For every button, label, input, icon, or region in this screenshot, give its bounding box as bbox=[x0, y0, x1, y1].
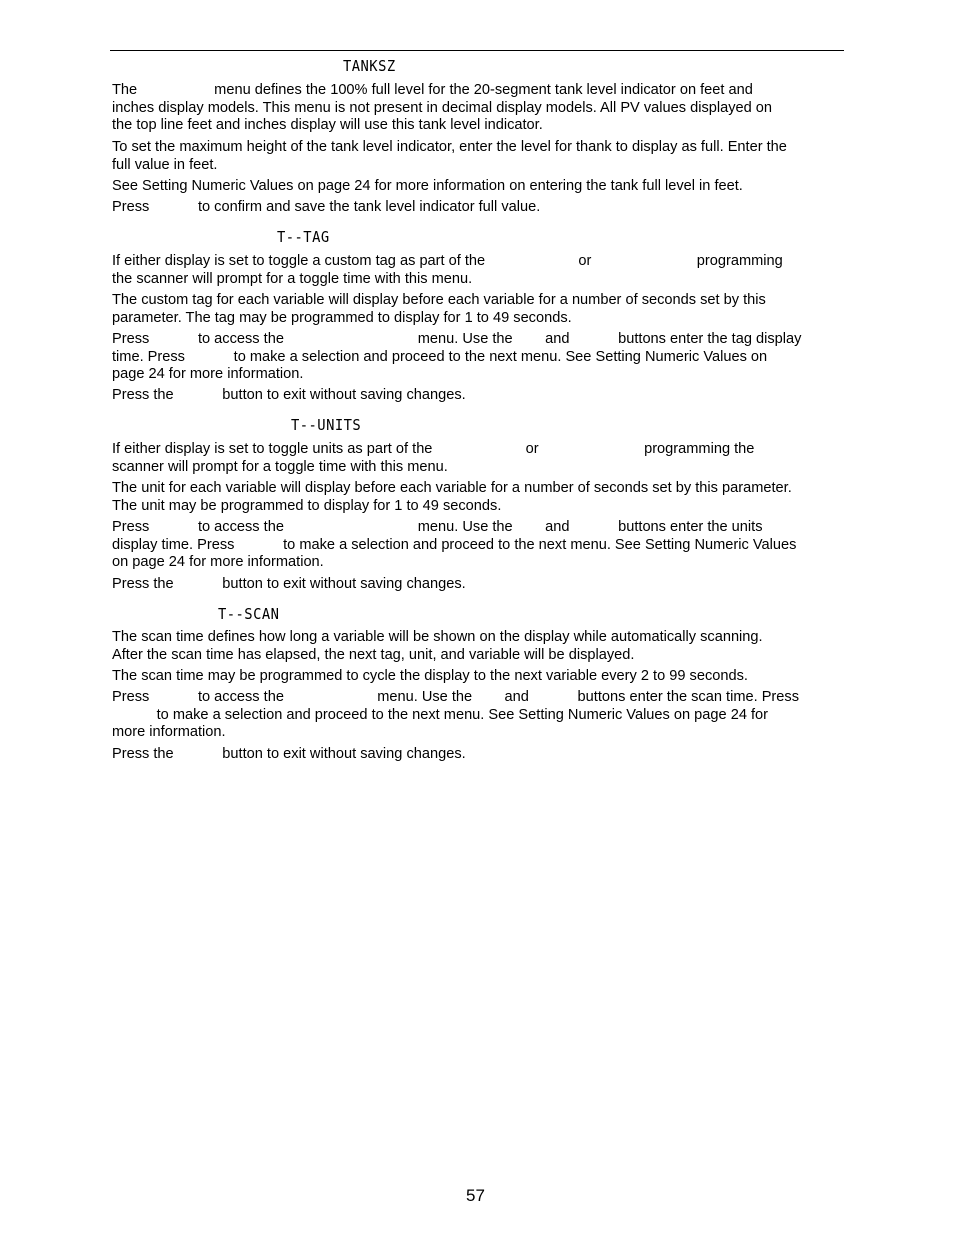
paragraph: The scan time defines how long a variable will be shown on the display while automatically scanning. After the scan time has elapsed, the next tag, unit, and variable will be displayed. bbox=[112, 629, 763, 663]
page-number: 57 bbox=[466, 1186, 485, 1205]
paragraph: The custom tag for each variable will display before each variable for a number of seconds set by this parameter. The tag may be programmed to display for 1 to 49 seconds. bbox=[112, 292, 766, 326]
menu-code-t-units: T--UNITS bbox=[291, 416, 362, 434]
paragraph: If either display is set to toggle units as part of the or programming the scanner will prompt for a toggle time with this menu. bbox=[112, 441, 755, 475]
paragraph: The menu defines the 100% full level for the 20-segment tank level indicator on feet and inches display models. This menu is not present in decimal display models. All PV values displayed on the top line feet and inches display will use this tank level indicator. bbox=[112, 82, 773, 134]
paragraph: Press to access the menu. Use the and buttons enter the units display time. Press to make a selection and proceed to the next menu. See Setting Numeric Values on page 24 for more information. bbox=[112, 519, 797, 571]
header-rule bbox=[110, 50, 844, 51]
menu-code-t-scan: T--SCAN bbox=[218, 605, 280, 623]
paragraph: If either display is set to toggle a custom tag as part of the or programming the scanner will prompt for a toggle time with this menu. bbox=[112, 253, 783, 287]
paragraph: The unit for each variable will display before each variable for a number of seconds set by this parameter. The unit may be programmed to display for 1 to 49 seconds. bbox=[112, 480, 792, 514]
paragraph: Press the button to exit without saving changes. bbox=[112, 387, 466, 403]
paragraph: Press to access the menu. Use the and buttons enter the tag display time. Press to make a selection and proceed to the next menu. See Setting Numeric Values on page 24 for more information. bbox=[112, 331, 802, 383]
paragraph: To set the maximum height of the tank level indicator, enter the level for thank to display as full. Enter the full value in feet. bbox=[112, 139, 787, 173]
paragraph: Press the button to exit without saving changes. bbox=[112, 576, 466, 592]
paragraph: See Setting Numeric Values on page 24 for more information on entering the tank full level in feet. bbox=[112, 178, 743, 194]
paragraph: The scan time may be programmed to cycle the display to the next variable every 2 to 99 seconds. bbox=[112, 668, 748, 684]
paragraph: Press to confirm and save the tank level indicator full value. bbox=[112, 199, 541, 215]
menu-code-t-tag: T--TAG bbox=[277, 228, 330, 246]
paragraph: Press the button to exit without saving changes. bbox=[112, 746, 466, 762]
menu-code-tanksz: TANKSZ bbox=[343, 57, 396, 75]
paragraph: Press to access the menu. Use the and buttons enter the scan time. Press to make a selection and proceed to the next menu. See Setting Numeric Values on page 24 for more information. bbox=[112, 689, 800, 741]
